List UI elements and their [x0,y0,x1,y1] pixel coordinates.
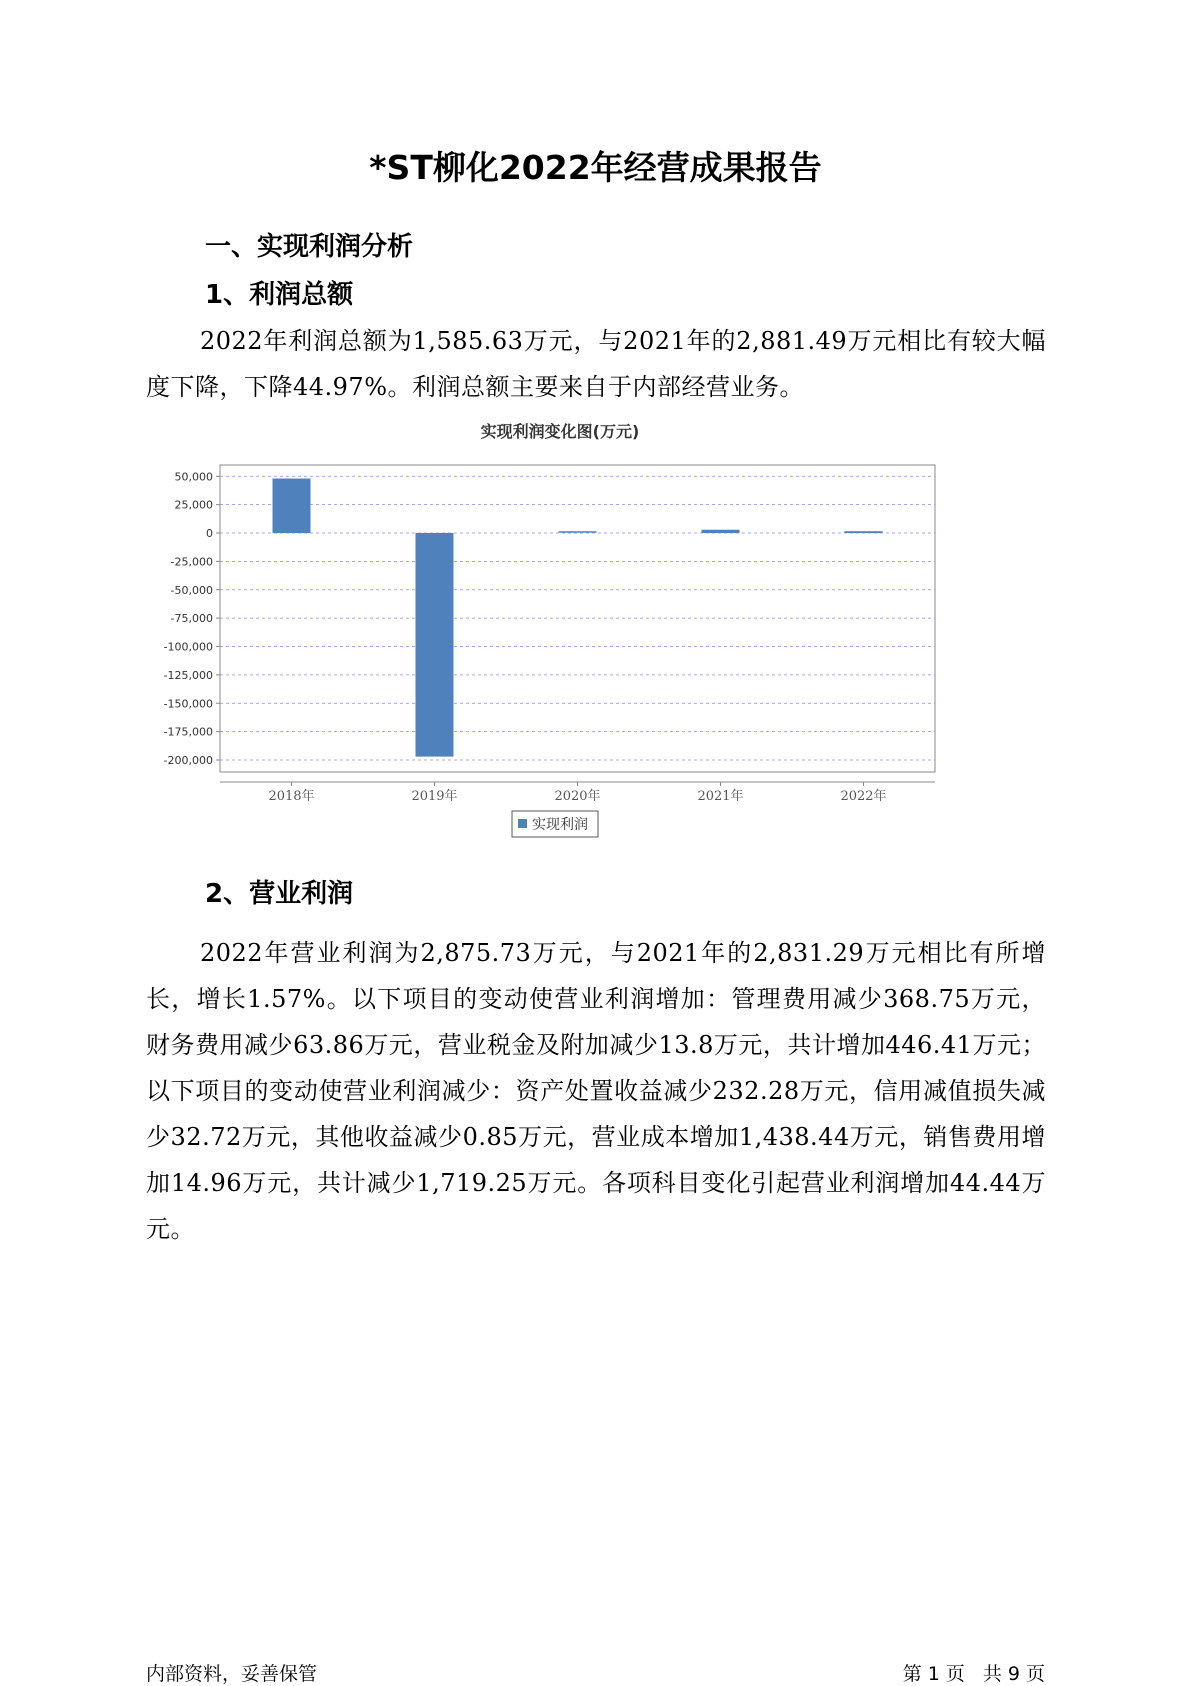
x-tick-label: 2019年 [411,789,458,804]
legend-label: 实现利润 [532,817,588,833]
chart-title: 实现利润变化图(万元) [480,422,640,441]
bar-2021年 [702,530,740,533]
legend [512,811,598,837]
y-tick-label: -150,000 [163,697,213,711]
bar-2022年 [845,531,883,533]
total-pages: 9 [1007,1663,1020,1685]
x-axis-ticks [268,782,886,804]
page-word: 页 [945,1663,965,1685]
y-axis-ticks [164,470,220,767]
footer-confidential-note: 内部资料，妥善保管 [146,1663,318,1685]
page-prefix: 第 [902,1663,922,1685]
x-tick-label: 2021年 [697,789,744,804]
section-heading-profit-analysis: 一、实现利润分析 [205,232,414,262]
operating-profit-paragraph: 2022年营业利润为2,875.73万元，与2021年的2,831.29万元相比有所增长，增长1.57%。以下项目的变动使营业利润增加：管理费用减少368.75万元，财务费用减少63.86万元，营业税金及附加减少13.8万元，共计增加446.41万元；以下项目的变动使营业利润减少：资产处置收益减少232.28万元，信用减值损失减少32.72万元，其他收益减少0.85万元，营业成本增加1,438.44万元，销售费用增加14.96万元，共计减少1,719.25万元。各项科目变化引起营业利润增加44.44万元。 [146,939,1046,1243]
x-tick-label: 2018年 [268,789,315,804]
bar-2020年 [559,531,597,533]
y-tick-label: -75,000 [170,612,213,626]
y-tick-label: -200,000 [163,754,213,767]
legend-swatch [518,819,527,828]
total-prefix: 共 [982,1663,1002,1685]
footer-page-info [897,1659,1045,1686]
y-tick-label: -25,000 [170,555,213,569]
bar-2019年 [416,533,454,757]
total-profit-paragraph: 2022年利润总额为1,585.63万元，与2021年的2,881.49万元相比有较大幅度下降，下降44.97%。利润总额主要来自于内部经营业务。 [146,327,1046,401]
bar-2018年 [273,479,311,533]
page-title: *ST柳化2022年经营成果报告 [369,148,822,187]
y-tick-label: -50,000 [170,583,213,597]
page-number: 1 [927,1663,940,1685]
y-tick-label: 50,000 [174,470,213,484]
x-tick-label: 2020年 [554,789,601,804]
total-suffix: 页 [1025,1663,1045,1685]
y-tick-label: -125,000 [163,668,213,682]
y-tick-label: -175,000 [163,725,213,739]
subsection-heading-total-profit: 1、利润总额 [205,280,354,310]
y-tick-label: 0 [206,527,213,540]
y-tick-label: -100,000 [163,640,213,654]
subsection-heading-operating-profit: 2、营业利润 [205,879,354,909]
profit-bar-chart [160,420,960,850]
x-tick-label: 2022年 [840,789,887,804]
y-tick-label: 25,000 [174,498,213,512]
